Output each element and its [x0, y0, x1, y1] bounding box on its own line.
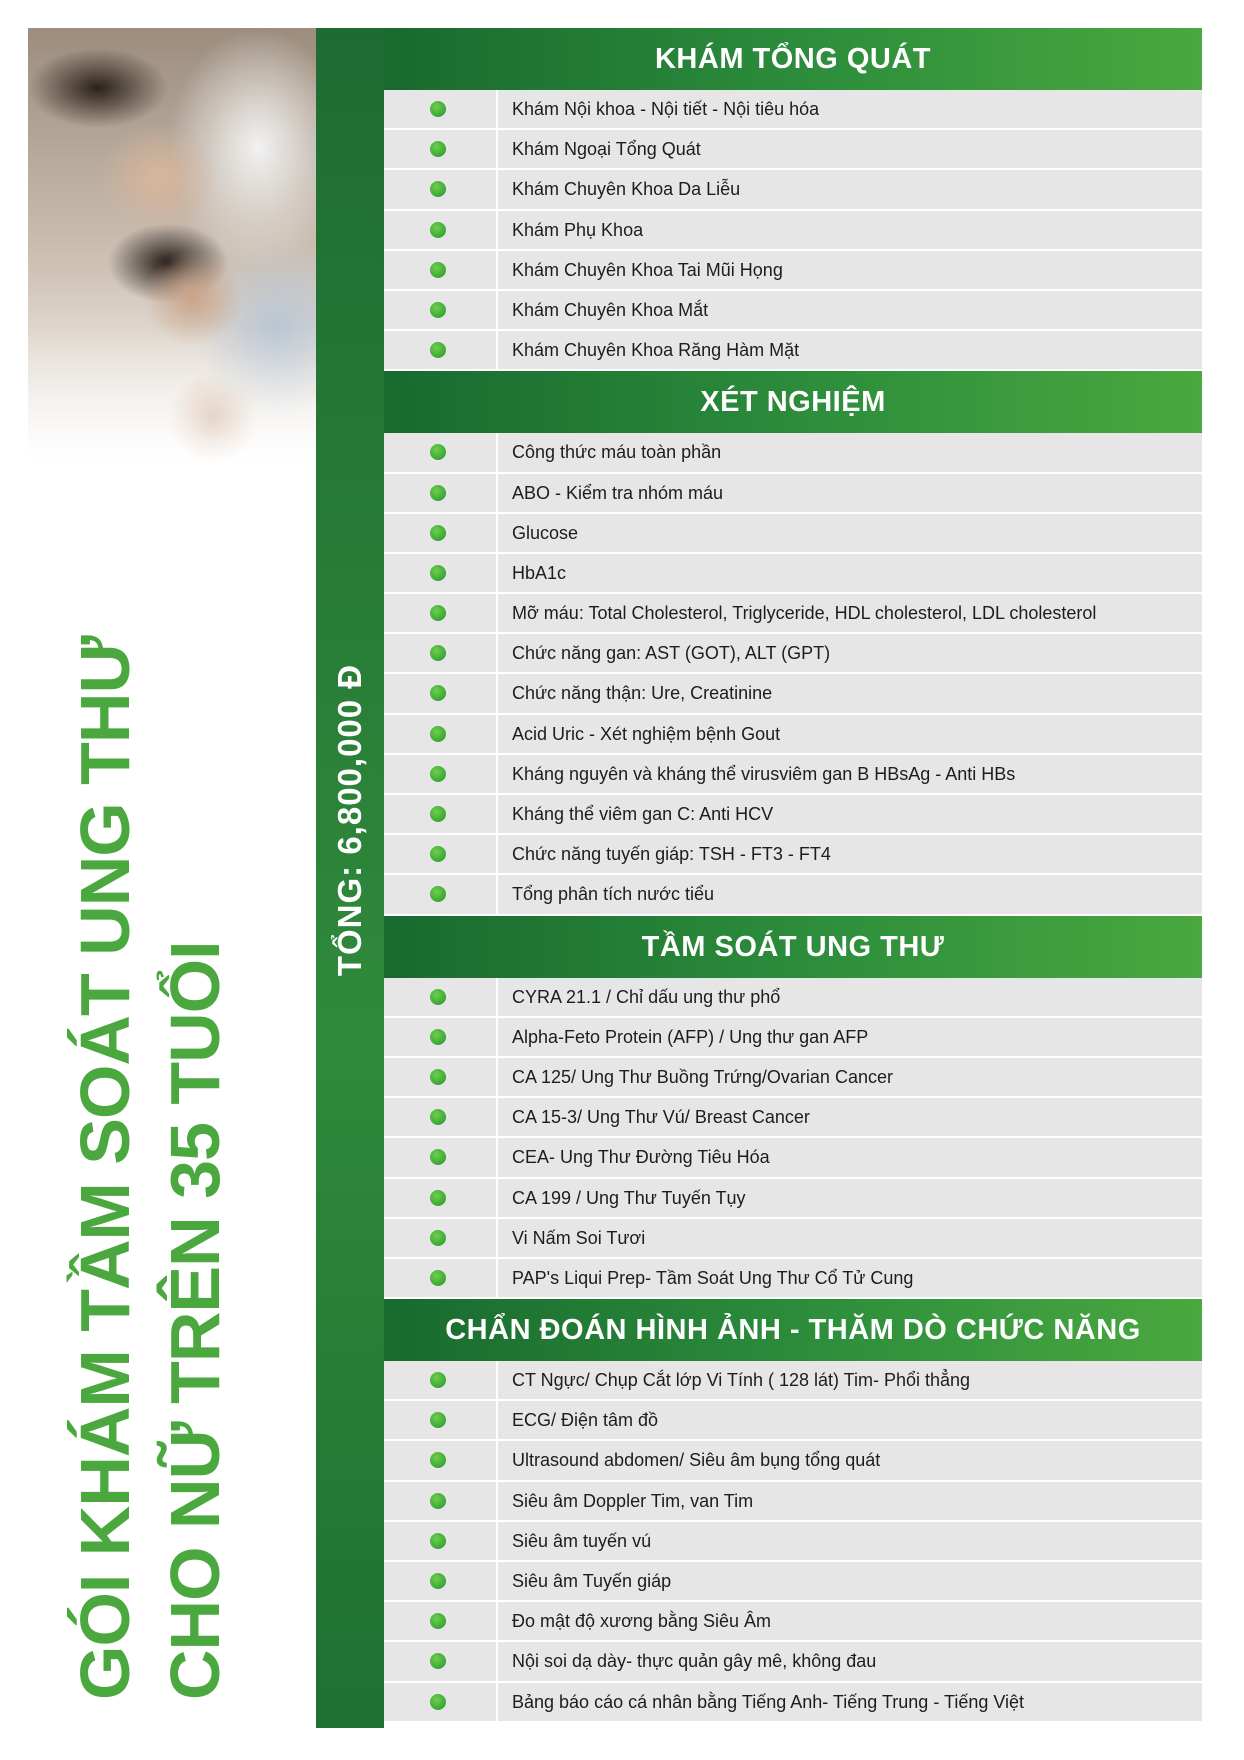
bullet-cell [384, 634, 498, 672]
section-header: KHÁM TỔNG QUÁT [384, 28, 1202, 90]
service-label: Nội soi dạ dày- thực quản gây mê, không đau [512, 1651, 877, 1672]
green-bullet-icon [430, 1533, 446, 1549]
service-row [384, 835, 1202, 875]
section-header: TẦM SOÁT UNG THƯ [384, 916, 1202, 978]
service-row [384, 1522, 1202, 1562]
bullet-cell [384, 90, 498, 128]
service-label: Chức năng gan: AST (GOT), ALT (GPT) [512, 643, 831, 664]
green-bullet-icon [430, 1372, 446, 1388]
green-bullet-icon [430, 1149, 446, 1165]
service-label: Acid Uric - Xét nghiệm bệnh Gout [512, 723, 781, 744]
service-row [384, 1098, 1202, 1138]
service-row [384, 251, 1202, 291]
service-label: CA 15-3/ Ung Thư Vú/ Breast Cancer [512, 1107, 810, 1128]
green-bullet-icon [430, 645, 446, 661]
service-label: Khám Chuyên Khoa Tai Mũi Họng [512, 259, 783, 280]
service-label: Tổng phân tích nước tiểu [512, 884, 714, 905]
service-label: Alpha-Feto Protein (AFP) / Ung thư gan AFP [512, 1026, 869, 1047]
bullet-cell [384, 331, 498, 369]
service-row [384, 755, 1202, 795]
bullet-cell [384, 1098, 498, 1136]
service-label: Khám Ngoại Tổng Quát [512, 139, 701, 160]
green-bullet-icon [430, 766, 446, 782]
green-bullet-icon [430, 181, 446, 197]
service-row [384, 875, 1202, 915]
service-label: ABO - Kiểm tra nhóm máu [512, 482, 724, 503]
green-bullet-icon [430, 1694, 446, 1710]
bullet-cell [384, 594, 498, 632]
bullet-cell [384, 130, 498, 168]
green-bullet-icon [430, 605, 446, 621]
service-label: Khám Phụ Khoa [512, 219, 644, 240]
bullet-cell [384, 674, 498, 712]
service-row [384, 795, 1202, 835]
bullet-cell [384, 1058, 498, 1096]
bullet-cell [384, 978, 498, 1016]
service-row [384, 1441, 1202, 1481]
bullet-cell [384, 1482, 498, 1520]
green-bullet-icon [430, 141, 446, 157]
service-label: Công thức máu toàn phần [512, 442, 722, 463]
service-label: PAP's Liqui Prep- Tầm Soát Ung Thư Cổ Tử Cung [512, 1267, 914, 1288]
service-row [384, 715, 1202, 755]
section-header: CHẨN ĐOÁN HÌNH ẢNH - THĂM DÒ CHỨC NĂNG [384, 1299, 1202, 1361]
service-row [384, 1138, 1202, 1178]
bullet-cell [384, 755, 498, 793]
service-row [384, 1259, 1202, 1299]
service-row [384, 634, 1202, 674]
service-row [384, 1683, 1202, 1723]
bullet-cell [384, 1683, 498, 1721]
bullet-cell [384, 835, 498, 873]
section-header: XÉT NGHIỆM [384, 371, 1202, 433]
bullet-cell [384, 1138, 498, 1176]
bullet-cell [384, 795, 498, 833]
service-label: Kháng thể viêm gan C: Anti HCV [512, 804, 774, 824]
service-label: CYRA 21.1 / Chỉ dấu ung thư phổ [512, 986, 781, 1007]
green-bullet-icon [430, 1069, 446, 1085]
green-bullet-icon [430, 1573, 446, 1589]
package-title-line-2: CHO NỮ TRÊN 35 TUỔI [156, 941, 234, 1700]
green-bullet-icon [430, 1109, 446, 1125]
service-label: Glucose [512, 522, 579, 543]
bullet-cell [384, 514, 498, 552]
green-bullet-icon [430, 444, 446, 460]
bullet-cell [384, 1522, 498, 1560]
bullet-cell [384, 554, 498, 592]
total-price: TỔNG: 6,800,000 Đ [331, 663, 368, 977]
service-label: Siêu âm Tuyến giáp [512, 1571, 672, 1591]
service-label: Chức năng thận: Ure, Creatinine [512, 683, 773, 704]
bullet-cell [384, 433, 498, 471]
green-bullet-icon [430, 302, 446, 318]
bullet-cell [384, 1179, 498, 1217]
service-label: Mỡ máu: Total Cholesterol, Triglyceride, HDL cholesterol, LDL cholesterol [512, 603, 1097, 624]
green-bullet-icon [430, 726, 446, 742]
bullet-cell [384, 1642, 498, 1680]
green-bullet-icon [430, 525, 446, 541]
package-title-line-1: GÓI KHÁM TẦM SOÁT UNG THƯ [66, 636, 144, 1700]
bullet-cell [384, 1562, 498, 1600]
green-bullet-icon [430, 222, 446, 238]
service-row [384, 514, 1202, 554]
green-bullet-icon [430, 1029, 446, 1045]
service-row [384, 1401, 1202, 1441]
green-bullet-icon [430, 1270, 446, 1286]
service-label: Kháng nguyên và kháng thể virusviêm gan B HBsAg - Anti HBs [512, 763, 1016, 784]
service-row [384, 1482, 1202, 1522]
package-title [60, 620, 260, 1700]
service-label: Siêu âm Doppler Tim, van Tim [512, 1490, 754, 1511]
service-row [384, 978, 1202, 1018]
service-label: Đo mật độ xương bằng Siêu Âm [512, 1611, 771, 1632]
bullet-cell [384, 170, 498, 208]
bullet-cell [384, 1602, 498, 1640]
service-label: CT Ngực/ Chụp Cắt lớp Vi Tính ( 128 lát) Tim- Phổi thẳng [512, 1370, 971, 1391]
green-bullet-icon [430, 565, 446, 581]
green-bullet-icon [430, 1190, 446, 1206]
service-label: Khám Chuyên Khoa Da Liễu [512, 179, 741, 200]
green-bullet-icon [430, 342, 446, 358]
service-row [384, 331, 1202, 371]
service-label: Chức năng tuyến giáp: TSH - FT3 - FT4 [512, 844, 831, 865]
green-bullet-icon [430, 846, 446, 862]
service-label: CA 125/ Ung Thư Buồng Trứng/Ovarian Cancer [512, 1066, 893, 1087]
green-bullet-icon [430, 989, 446, 1005]
bullet-cell [384, 1259, 498, 1297]
service-row [384, 130, 1202, 170]
service-label: Bảng báo cáo cá nhân bằng Tiếng Anh- Tiếng Trung - Tiếng Việt [512, 1691, 1025, 1712]
service-label: Siêu âm tuyến vú [512, 1530, 652, 1551]
service-row [384, 90, 1202, 130]
service-label: Khám Nội khoa - Nội tiết - Nội tiêu hóa [512, 99, 820, 119]
green-bullet-icon [430, 1493, 446, 1509]
green-bullet-icon [430, 886, 446, 902]
bullet-cell [384, 1018, 498, 1056]
service-label: Khám Chuyên Khoa Răng Hàm Mặt [512, 340, 800, 361]
green-bullet-icon [430, 1653, 446, 1669]
service-row [384, 1602, 1202, 1642]
service-row [384, 1642, 1202, 1682]
green-bullet-icon [430, 1412, 446, 1428]
service-label: HbA1c [512, 562, 567, 583]
service-label: Vi Nấm Soi Tươi [512, 1227, 646, 1248]
service-label: Ultrasound abdomen/ Siêu âm bụng tổng quát [512, 1450, 881, 1471]
bullet-cell [384, 474, 498, 512]
service-row [384, 1179, 1202, 1219]
bullet-cell [384, 1401, 498, 1439]
service-row [384, 1058, 1202, 1098]
service-label: ECG/ Điện tâm đồ [512, 1410, 659, 1431]
service-row [384, 674, 1202, 714]
green-bullet-icon [430, 485, 446, 501]
service-row [384, 291, 1202, 331]
service-row [384, 474, 1202, 514]
green-bullet-icon [430, 262, 446, 278]
service-row [384, 1018, 1202, 1058]
green-bullet-icon [430, 806, 446, 822]
service-row [384, 1219, 1202, 1259]
service-row [384, 1361, 1202, 1401]
green-bullet-icon [430, 101, 446, 117]
green-bullet-icon [430, 1230, 446, 1246]
header-photo [28, 28, 316, 568]
service-label: CA 199 / Ung Thư Tuyến Tụy [512, 1187, 746, 1208]
green-bullet-icon [430, 685, 446, 701]
service-row [384, 211, 1202, 251]
bullet-cell [384, 1361, 498, 1399]
bullet-cell [384, 875, 498, 913]
service-row [384, 554, 1202, 594]
service-label: Khám Chuyên Khoa Mắt [512, 299, 709, 320]
bullet-cell [384, 1441, 498, 1479]
bullet-cell [384, 291, 498, 329]
bullet-cell [384, 211, 498, 249]
bullet-cell [384, 715, 498, 753]
service-row [384, 594, 1202, 634]
service-row [384, 170, 1202, 210]
bullet-cell [384, 1219, 498, 1257]
services-table [384, 28, 1202, 1723]
service-label: CEA- Ung Thư Đường Tiêu Hóa [512, 1147, 770, 1168]
service-row [384, 1562, 1202, 1602]
service-row [384, 433, 1202, 473]
green-bullet-icon [430, 1452, 446, 1468]
bullet-cell [384, 251, 498, 289]
green-bullet-icon [430, 1613, 446, 1629]
